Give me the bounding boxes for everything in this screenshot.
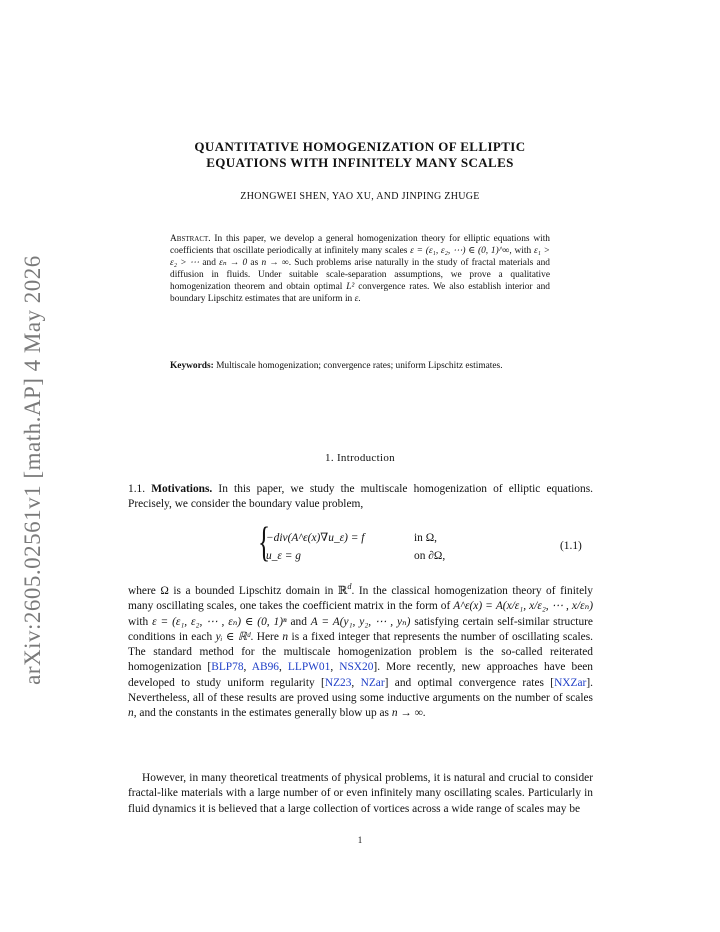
- equation-domain: on ∂Ω,: [414, 550, 446, 562]
- paper-title: [128, 139, 592, 171]
- citation-link[interactable]: NZ23: [324, 676, 352, 689]
- page-number: 1: [357, 835, 363, 845]
- section-heading: 1. Introduction: [325, 452, 395, 464]
- citation-link[interactable]: NXZar: [554, 676, 587, 689]
- paragraph-motivations: 1.1. Motivations. In this paper, we study the multiscale homogenization of elliptic equations. Precisely, we consider the boundary value problem,: [128, 483, 593, 511]
- equation-lhs: u_ε = g: [266, 550, 301, 562]
- math-inline: ε₁ > ε₂ > ⋯: [170, 246, 550, 269]
- citation-link[interactable]: NSX20: [339, 661, 374, 674]
- title-line-1: QUANTITATIVE HOMOGENIZATION OF ELLIPTIC: [194, 139, 526, 154]
- math-inline: n → ∞: [261, 258, 289, 269]
- keywords-label: Keywords:: [170, 361, 214, 371]
- math-inline: εₙ → 0: [219, 258, 248, 269]
- left-brace: {: [258, 520, 271, 566]
- citation-link[interactable]: BLP78: [211, 661, 244, 674]
- math-inline: ε: [354, 294, 359, 305]
- citation-link[interactable]: NZar: [360, 676, 385, 689]
- paragraph-background: where Ω is a bounded Lipschitz domain in ℝ$^d$. In the classical homogenization theory of finitely many oscillating scales, one takes the coefficient matrix in the form of A^ε(x) = A(x/ε₁, x/ε₂, ⋯ , x/εₙ) with ε = (ε₁, ε₂, ⋯ , εₙ) ∈ (0, 1)ⁿ and A = A(y₁, y₂, ⋯ , yₙ) satisfying certain self-similar structure conditions in each yᵢ ∈ ℝᵈ. Here n is a fixed integer that represents the number of oscillating scales. The standard method for the multiscale homogenization problem is the so-called reiterated homogenization [BLP78, AB96, LLPW01, NSX20]. More recently, new approaches have been developed to study uniform regularity [NZ23, NZar] and optimal convergence rates [NXZar]. Nevertheless, all of these results are proved using some inductive arguments on the number of scales n, and the constants in the estimates generally blow up as n → ∞.: [128, 582, 593, 720]
- author-list: ZHONGWEI SHEN, YAO XU, AND JINPING ZHUGE: [240, 191, 480, 202]
- equation-number: (1.1): [560, 540, 582, 552]
- display-equation: [258, 520, 468, 566]
- arxiv-identifier: arXiv:2605.02561v1 [math.AP] 4 May 2026: [20, 255, 45, 685]
- subsection-heading: Motivations.: [151, 483, 213, 495]
- paragraph-fractal-materials: However, in many theoretical treatments of physical problems, it is natural and crucial to consider fractal-like materials with a large number of or even infinitely many oscillating scales. Particularly in fluid dynamics it is believed that a large collection of vortices across a wide range of scales may be: [128, 772, 593, 815]
- title-line-2: EQUATIONS WITH INFINITELY MANY SCALES: [206, 155, 514, 170]
- keywords: Keywords: Multiscale homogenization; convergence rates; uniform Lipschitz estimates.: [170, 361, 503, 371]
- citation-link[interactable]: AB96: [251, 661, 279, 674]
- equation-domain: in Ω,: [414, 532, 438, 544]
- equation-lhs: −div(A^ε(x)∇u_ε) = f: [266, 532, 365, 544]
- citation-link[interactable]: LLPW01: [287, 661, 331, 674]
- math-inline: ε = (ε₁, ε₂, ⋯) ∈ (0, 1)^∞: [410, 246, 510, 257]
- subsection-number: 1.1.: [128, 483, 146, 495]
- abstract-label: Abstract.: [170, 234, 211, 244]
- abstract: Abstract. In this paper, we develop a general homogenization theory for elliptic equations with coefficients that oscillate periodically at infinitely many scales ε = (ε₁, ε₂, ⋯) ∈ (0, 1)^∞, with ε₁ > ε₂ > ⋯ and εₙ → 0 as n → ∞. Such problems arise naturally in the study of fractal materials and diffusion in fluids. Under suitable scale-separation assumptions, we prove a qualitative homogenization theorem and obtain optimal L² convergence rates. We also establish interior and boundary Lipschitz estimates that are uniform in ε.: [170, 234, 550, 305]
- math-inline: L²: [346, 282, 355, 293]
